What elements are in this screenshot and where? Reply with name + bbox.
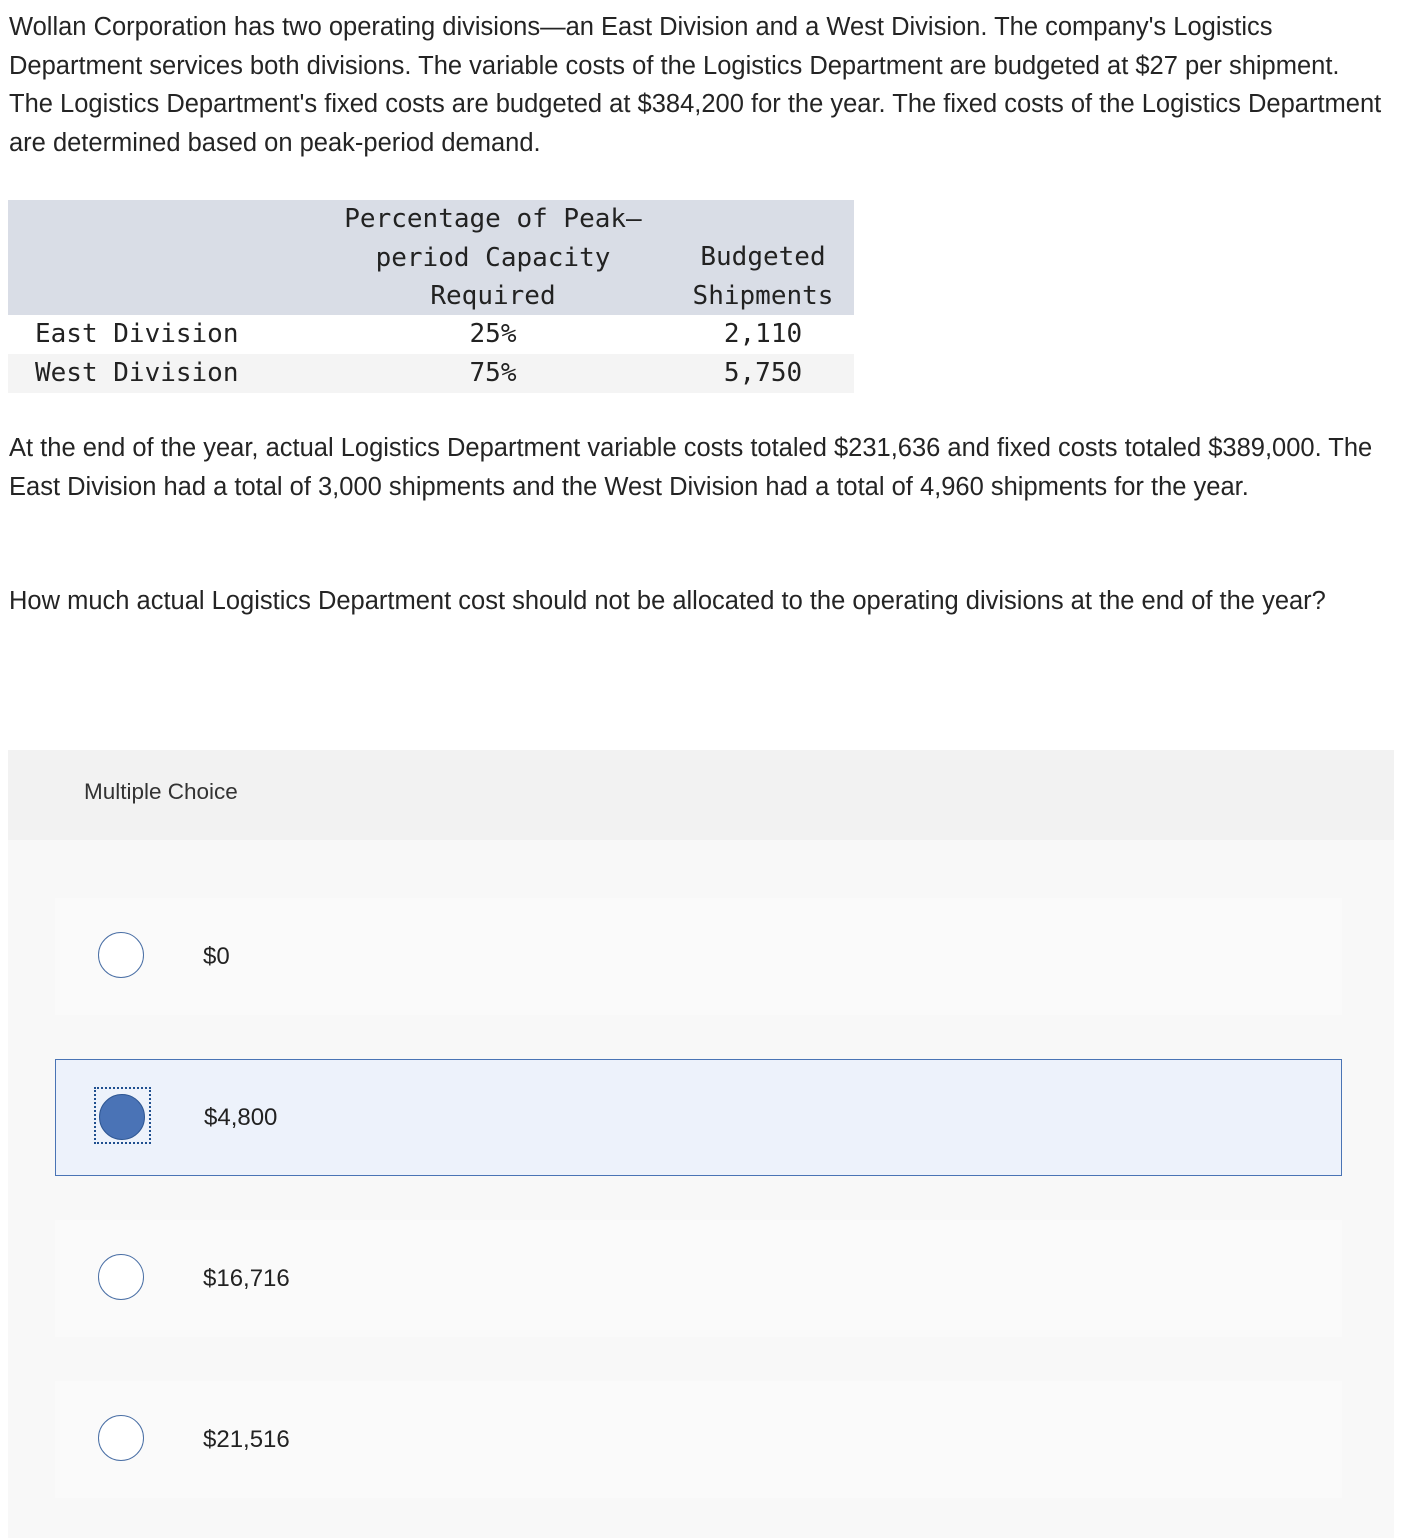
division-name: West Division bbox=[35, 358, 239, 388]
header-budgeted-shipments bbox=[673, 238, 853, 315]
answer-option-label: $0 bbox=[203, 943, 230, 970]
answer-option-label: $16,716 bbox=[203, 1265, 290, 1292]
radio-button[interactable] bbox=[98, 1254, 144, 1300]
header-ship-line-1: Budgeted bbox=[700, 242, 826, 272]
multiple-choice-panel bbox=[8, 750, 1394, 1538]
multiple-choice-title: Multiple Choice bbox=[84, 779, 238, 804]
header-peak-capacity bbox=[303, 200, 683, 316]
intro-paragraph: Wollan Corporation has two operating divisions—an East Division and a West Division. The company's Logistics Department services both divisions. The variable costs of the Logistics Department are budgeted at $27 per shipment. The Logistics Department's fixed costs are budgeted at $384,200 for the year. The fixed costs of the Logistics Department are determined based on peak-period demand. bbox=[9, 13, 1382, 157]
actuals-paragraph: At the end of the year, actual Logistics Department variable costs totaled $231,636 and fixed costs totaled $389,000. The East Division had a total of 3,000 shipments and the West Division had a total of 4,960 shipments for the year. bbox=[9, 434, 1373, 501]
answer-option-1[interactable] bbox=[55, 898, 1342, 1015]
budgeted-shipments: 2,110 bbox=[723, 319, 803, 349]
header-ship-line-2: Shipments bbox=[692, 280, 834, 311]
division-data-table bbox=[8, 200, 854, 393]
division-name: East Division bbox=[35, 319, 239, 349]
radio-button[interactable] bbox=[98, 1415, 144, 1461]
radio-button-selected[interactable] bbox=[99, 1094, 145, 1140]
answer-option-3[interactable] bbox=[55, 1220, 1342, 1337]
header-pct-line-3: Required bbox=[430, 281, 556, 311]
header-pct-line-1: Percentage of Peak– bbox=[344, 204, 642, 234]
radio-button[interactable] bbox=[98, 932, 144, 978]
answer-option-label: $4,800 bbox=[204, 1104, 278, 1131]
answer-option-label: $21,516 bbox=[203, 1426, 290, 1453]
answer-option-2[interactable] bbox=[55, 1059, 1342, 1176]
answer-option-4[interactable] bbox=[55, 1381, 1342, 1498]
header-pct-line-2: period Capacity bbox=[375, 242, 611, 273]
table-row bbox=[8, 315, 854, 354]
table-row bbox=[8, 354, 854, 393]
capacity-percentage: 25% bbox=[469, 319, 517, 349]
budgeted-shipments: 5,750 bbox=[723, 358, 803, 388]
table-header bbox=[8, 200, 854, 315]
capacity-percentage: 75% bbox=[469, 358, 517, 388]
multiple-choice-header bbox=[8, 750, 1394, 840]
question-text: How much actual Logistics Department cost should not be allocated to the operating divisions at the end of the year? bbox=[9, 587, 1326, 615]
